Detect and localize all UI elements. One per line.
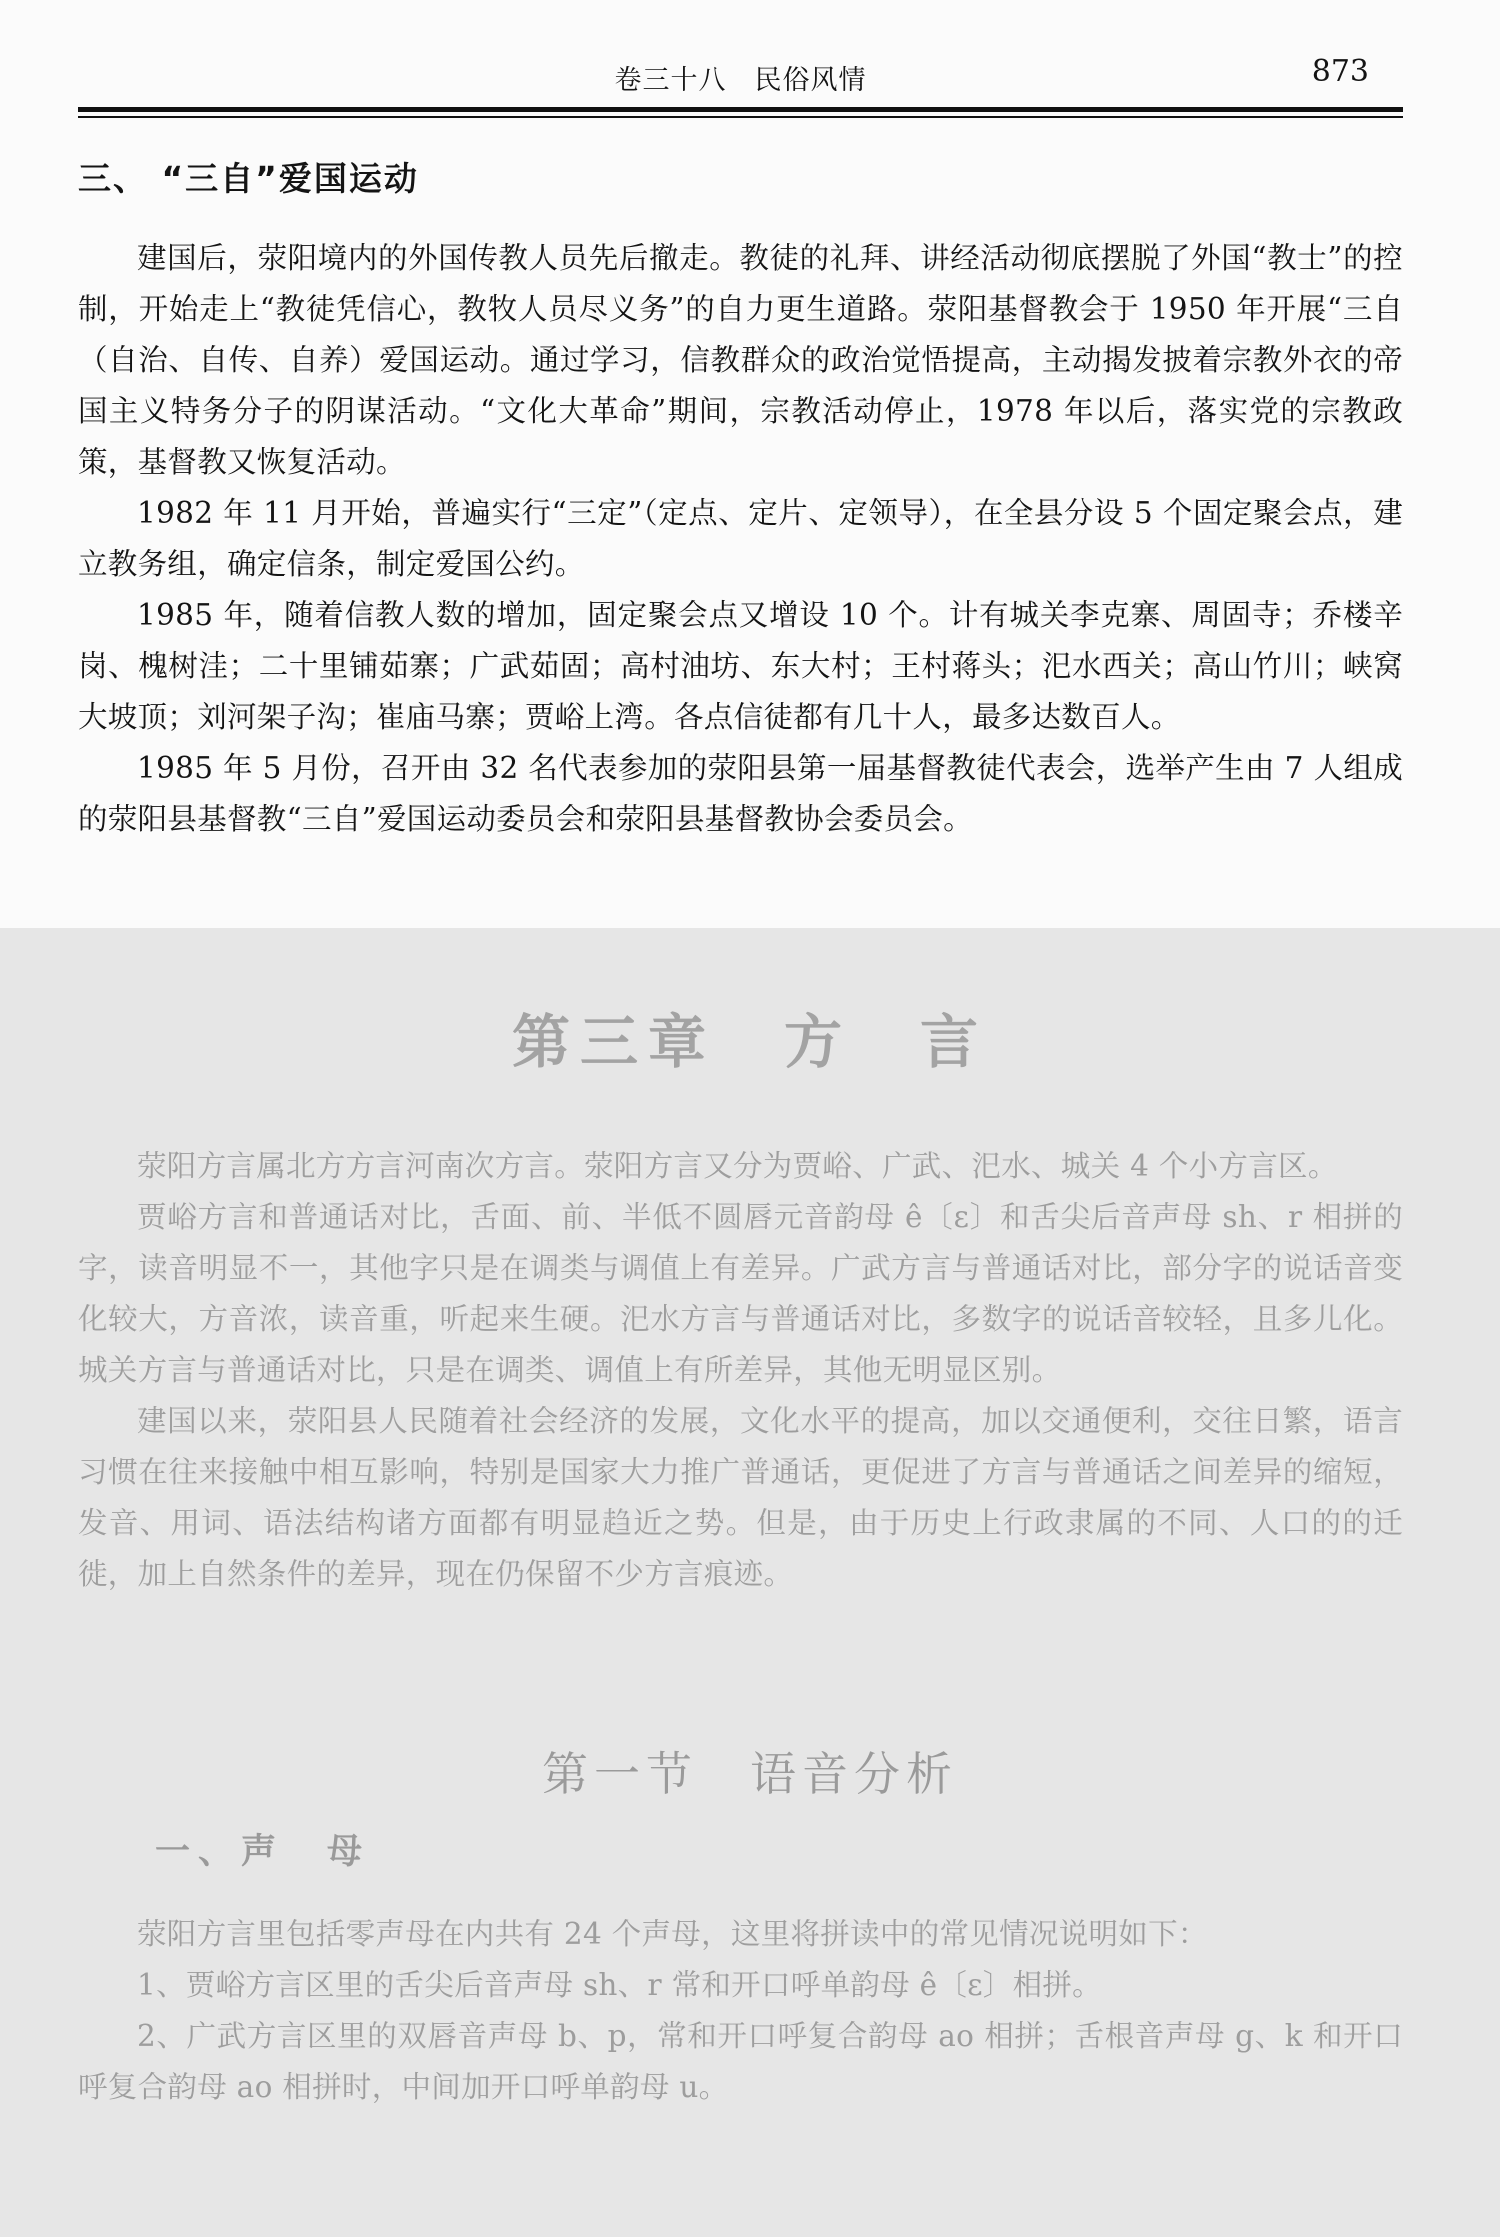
initials-body (78, 1909, 1403, 2113)
printed-page-top (0, 0, 1500, 928)
chapter-body (78, 1141, 1403, 1600)
section-title: 第一节 语音分析 (542, 1747, 958, 1801)
paragraph: 荥阳方言属北方方言河南次方言。荥阳方言又分为贾峪、广武、汜水、城关 4 个小方言区。 (137, 1149, 1338, 1183)
intro-paragraph: 荥阳方言里包括零声母在内共有 24 个声母，这里将拼读中的常见情况说明如下： (137, 1917, 1208, 1951)
paragraph: 贾峪方言和普通话对比，舌面、前、半低不圆唇元音韵母 ê〔ɛ〕和舌尖后音声母 sh、r 相拼的字，读音明显不一，其他字只是在调类与调值上有差异。广武方言与普通话对比，部分字的说话音变化较大，方音浓，读音重，听起来生硬。汜水方言与普通话对比，多数字的说话音较轻，且多儿化。城关方言与普通话对比，只是在调类、调值上有所差异，其他无明显区别。 (78, 1200, 1403, 1387)
chapter-title: 第三章 方 言 (511, 1008, 988, 1076)
list-item: 2、广武方言区里的双唇音声母 b、p，常和开口呼复合韵母 ao 相拼；舌根音声母 g、k 和开口呼复合韵母 ao 相拼时，中间加开口呼单韵母 u。 (78, 2019, 1403, 2104)
paragraph: 1985 年 5 月份，召开由 32 名代表参加的荥阳县第一届基督教徒代表会，选举产生由 7 人组成的荥阳县基督教“三自”爱国运动委员会和荥阳县基督教协会委员会。 (78, 751, 1403, 836)
subheading: 一、声 母 (155, 1832, 371, 1872)
list-item: 1、贾峪方言区里的舌尖后音声母 sh、r 常和开口呼单韵母 ê〔ɛ〕相拼。 (137, 1968, 1102, 2002)
section-heading: 三、 “三自”爱国运动 (78, 159, 419, 198)
running-header (78, 0, 1403, 130)
paragraph: 1985 年，随着信教人数的增加，固定聚会点又增设 10 个。计有城关李克寨、周固寺；乔楼辛岗、槐树洼；二十里铺茹寨；广武茹固；高村油坊、东大村；王村蒋头；汜水西关；高山竹川；峡窝大坡顶；刘河架子沟；崔庙马寨；贾峪上湾。各点信徒都有几十人，最多达数百人。 (78, 598, 1403, 734)
header-rule-thick (78, 107, 1403, 112)
paragraph: 建国后，荥阳境内的外国传教人员先后撤走。教徒的礼拜、讲经活动彻底摆脱了外国“教士”的控制，开始走上“教徒凭信心，教牧人员尽义务”的自力更生道路。荥阳基督教会于 1950 年开展“三自（自治、自传、自养）爱国运动。通过学习，信教群众的政治觉悟提高，主动揭发披着宗教外衣的帝国主义特务分子的阴谋活动。“文化大革命”期间，宗教活动停止，1978 年以后，落实党的宗教政策，基督教又恢复活动。 (78, 241, 1403, 479)
header-rule-thin (78, 116, 1403, 118)
page-number: 873 (1311, 54, 1369, 89)
paragraph: 1982 年 11 月开始，普遍实行“三定”（定点、定片、定领导），在全县分设 5 个固定聚会点，建立教务组，确定信条，制定爱国公约。 (78, 496, 1403, 581)
paragraph: 建国以来，荥阳县人民随着社会经济的发展，文化水平的提高，加以交通便利，交往日繁，语言习惯在往来接触中相互影响，特别是国家大力推广普通话，更促进了方言与普通话之间差异的缩短，发音、用词、语法结构诸方面都有明显趋近之势。但是，由于历史上行政隶属的不同、人口的的迁徙，加上自然条件的差异，现在仍保留不少方言痕迹。 (78, 1404, 1403, 1591)
volume-title: 卷三十八 民俗风情 (614, 65, 867, 96)
section-body (78, 233, 1403, 845)
